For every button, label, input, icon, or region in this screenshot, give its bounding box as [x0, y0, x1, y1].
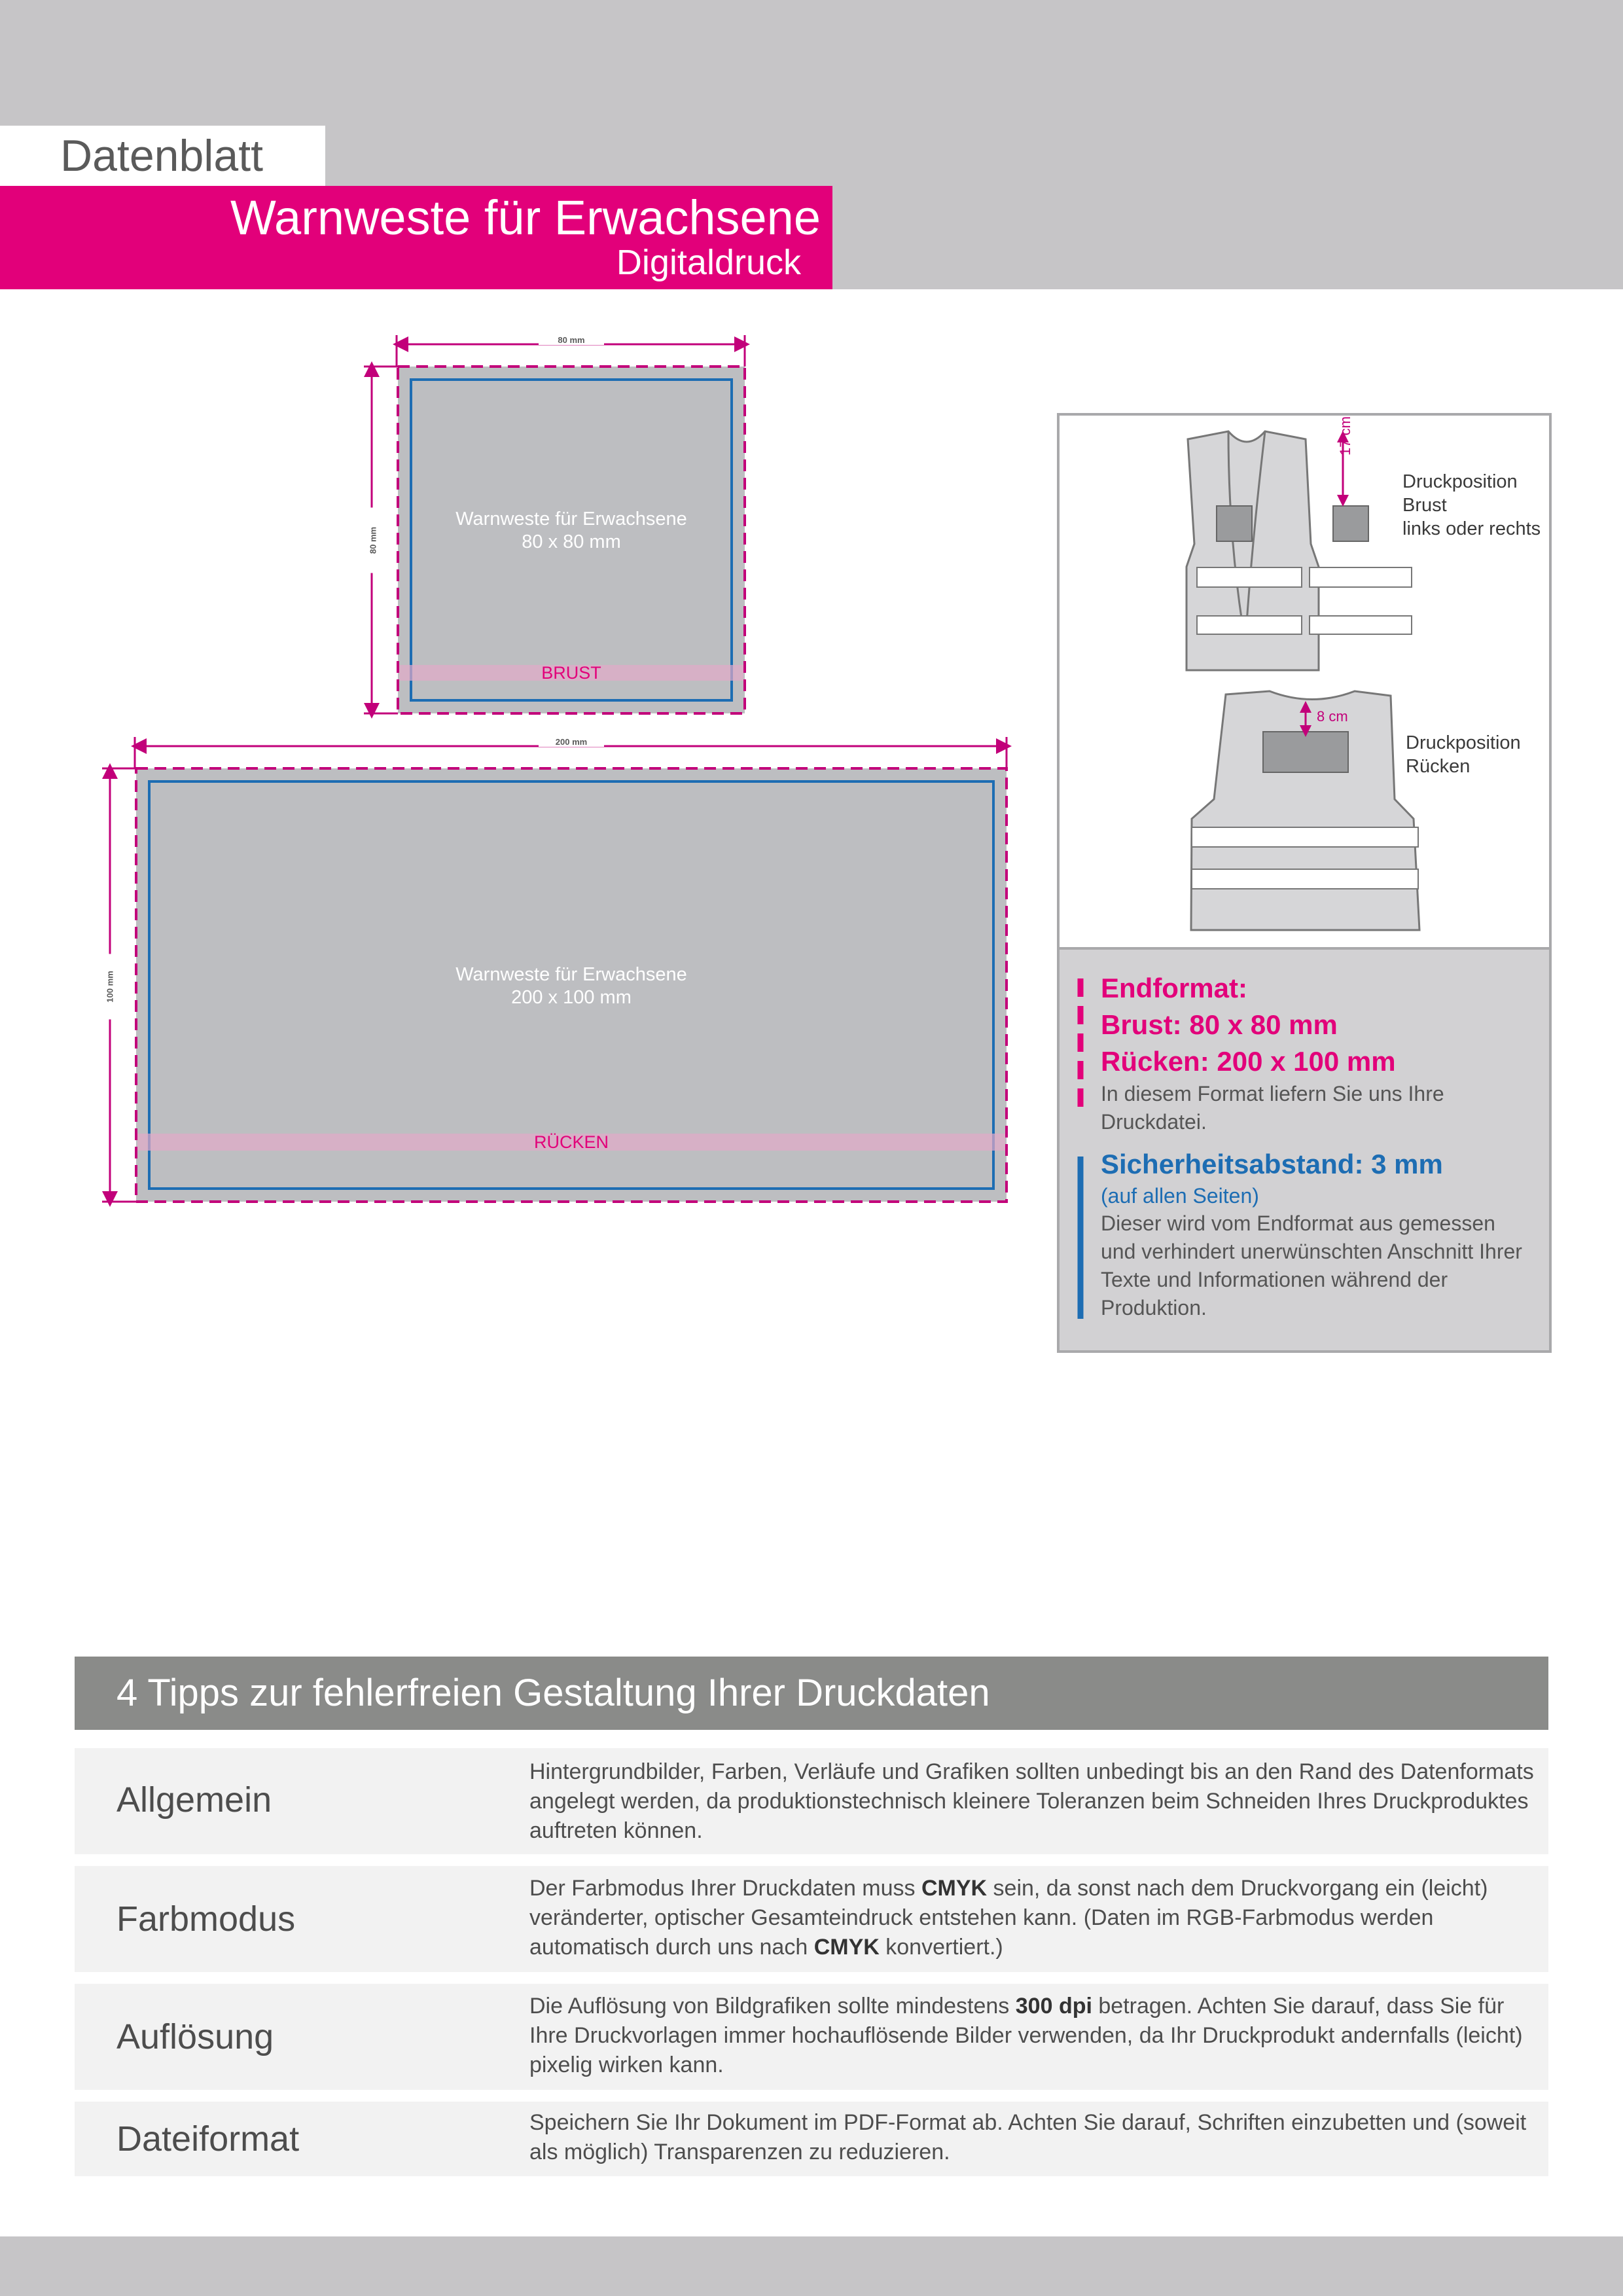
tip-name: Allgemein	[116, 1780, 272, 1820]
vest-back-label-line-1: Druckposition	[1406, 732, 1521, 753]
vest-front-measure-label: 17 cm	[1337, 416, 1353, 456]
page-subtitle: Digitaldruck	[616, 243, 801, 282]
vest-front-label-line-2: Brust	[1402, 495, 1447, 516]
tip-text-bold: CMYK	[813, 1935, 880, 1960]
brust-height-label: 80 mm	[368, 508, 378, 573]
safety-subtitle: (auf allen Seiten)	[1101, 1184, 1259, 1208]
endformat-title: Endformat:	[1101, 973, 1247, 1003]
tip-text: Speichern Sie Ihr Dokument im PDF-Format ab. Achten Sie darauf, Schriften einzubetten und (soweit als möglich) Transparenzen zu reduzieren.	[529, 2110, 1527, 2164]
tips-title: 4 Tipps zur fehlerfreien Gestaltung Ihrer Druckdaten	[116, 1672, 990, 1714]
brust-tag: BRUST	[541, 663, 601, 683]
ruecken-tag: RÜCKEN	[533, 1132, 609, 1152]
tip-text	[529, 1874, 1537, 1962]
tip-name: Auflösung	[116, 2017, 274, 2056]
tip-row-allgemein	[75, 1748, 1548, 1854]
tip-text-part: Der Farbmodus Ihrer Druckdaten muss	[529, 1876, 921, 1901]
tip-row-farbmodus	[75, 1866, 1548, 1972]
ruecken-template-size: 200 x 100 mm	[511, 987, 632, 1008]
vest-front-icon	[1186, 431, 1412, 670]
vest-front-label	[1402, 470, 1541, 541]
tip-text	[529, 1992, 1537, 2080]
ruecken-height-label: 100 mm	[105, 954, 115, 1020]
vest-back-label	[1406, 731, 1521, 778]
vest-front-label-line-3: links oder rechts	[1402, 518, 1541, 539]
brust-template-size: 80 x 80 mm	[522, 531, 621, 552]
vest-back-measure-label: 8 cm	[1317, 708, 1348, 725]
brust-width-label: 80 mm	[539, 335, 604, 345]
tip-text-part: Die Auflösung von Bildgrafiken sollte mindestens	[529, 1994, 1016, 2018]
datenblatt-label: Datenblatt	[60, 131, 263, 181]
brust-template-name: Warnweste für Erwachsene	[455, 509, 687, 529]
endformat-text: In diesem Format liefern Sie uns Ihre Druckdatei.	[1101, 1082, 1444, 1134]
tip-text-part: sein, da sonst nach dem Druckvorgang ein (leicht) veränderter, optischer Gesamteindruck entstehen kann. (Daten im RGB-Farbmodus werden automatisch durch uns nach	[529, 1876, 1488, 1960]
endformat-ruecken: Rücken: 200 x 100 mm	[1101, 1046, 1396, 1077]
page-title: Warnweste für Erwachsene	[230, 190, 821, 245]
safety-text: Dieser wird vom Endformat aus gemessen und verhindert unerwünschten Anschnitt Ihrer Texte und Informationen während der Produktion.	[1101, 1211, 1522, 1319]
endformat-section	[1101, 970, 1533, 1136]
vest-front-label-line-1: Druckposition	[1402, 471, 1518, 492]
ruecken-template-name: Warnweste für Erwachsene	[455, 964, 687, 985]
footer-band	[0, 2236, 1623, 2296]
info-accent-bars	[1077, 978, 1086, 1325]
safety-title: Sicherheitsabstand: 3 mm	[1101, 1149, 1443, 1179]
ruecken-width-label: 200 mm	[539, 737, 604, 747]
tip-name: Dateiformat	[116, 2119, 300, 2159]
safety-section	[1101, 1149, 1533, 1322]
tip-row-dateiformat	[75, 2102, 1548, 2176]
vest-back-label-line-2: Rücken	[1406, 756, 1471, 777]
endformat-brust: Brust: 80 x 80 mm	[1101, 1009, 1338, 1040]
tip-text: Hintergrundbilder, Farben, Verläufe und Grafiken sollten unbedingt bis an den Rand des Datenformats angelegt werden, da produktionstechnisch kleinere Toleranzen beim Schneiden Ihres Druckproduktes auftreten können.	[529, 1759, 1534, 1843]
tip-text-bold: CMYK	[921, 1876, 988, 1901]
tip-name: Farbmodus	[116, 1899, 296, 1939]
tip-text-part: konvertiert.)	[879, 1935, 1003, 1960]
tip-text-bold: 300 dpi	[1015, 1994, 1092, 2018]
tip-text-part: betragen. Achten Sie darauf, dass Sie für Ihre Druckvorlagen immer hochauflösende Bilder verwenden, da Ihr Druckprodukt andernfalls (leicht) pixelig wirken kann.	[529, 1994, 1523, 2077]
tip-row-aufloesung	[75, 1984, 1548, 2090]
